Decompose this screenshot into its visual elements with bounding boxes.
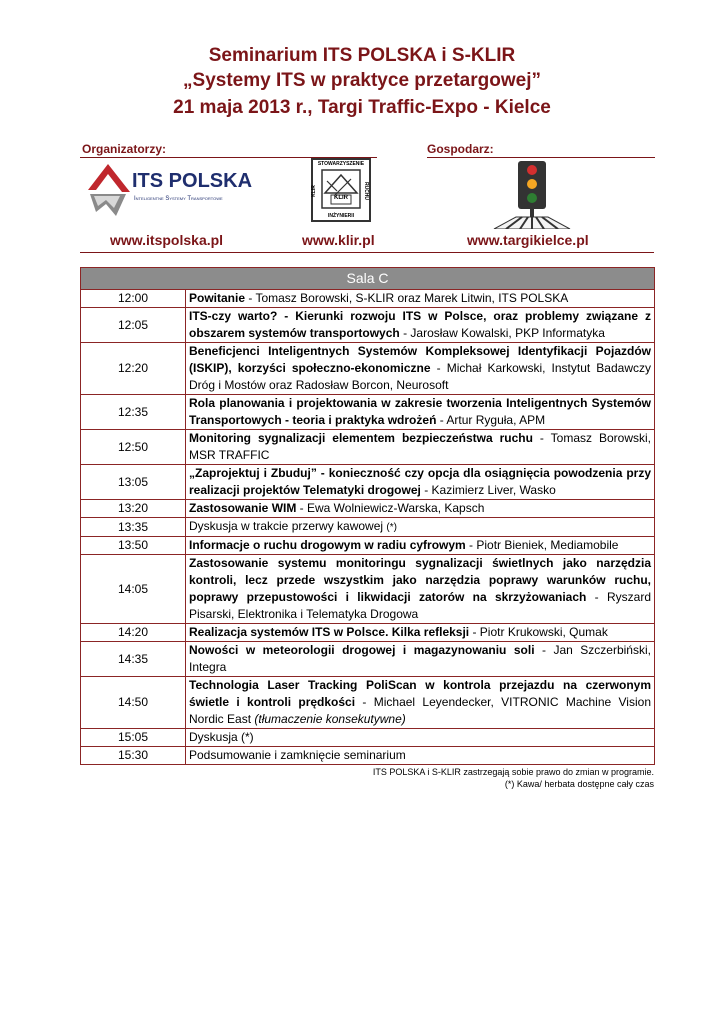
- agenda-description: [186, 537, 655, 555]
- agenda-row: [81, 518, 655, 537]
- agenda-row: [81, 642, 655, 677]
- agenda-time: 12:05: [81, 308, 186, 343]
- session-note: (*): [386, 522, 397, 533]
- session-title: Zastosowanie systemu monitoringu sygnalizacji świetlnych jako narzędzia kontroli, lecz przede wszystkim jako narzędzia poprawy warunków ruchu, poprawy przepustowości i likwidacji zatorów na skrzyżowaniach: [189, 556, 651, 604]
- agenda-time: 12:00: [81, 290, 186, 308]
- agenda-description: [186, 729, 655, 747]
- agenda-row: [81, 624, 655, 642]
- agenda-description: [186, 624, 655, 642]
- title-line-3: 21 maja 2013 r., Targi Traffic-Expo - Kielce: [173, 97, 551, 118]
- klir-logo-right: RUCHU: [362, 181, 369, 201]
- session-speakers: - Artur Ryguła, APM: [436, 413, 546, 427]
- klir-logo-center: KLIR: [334, 195, 348, 201]
- session-title: Powitanie: [189, 291, 246, 305]
- its-polska-logo: [86, 162, 253, 218]
- agenda-description: [186, 677, 655, 729]
- agenda-time: 12:20: [81, 343, 186, 395]
- agenda-description: [186, 518, 655, 537]
- klir-logo-left: KLIR: [310, 185, 317, 197]
- session-speakers: - Michael Leyendecker, VITRONIC Machine Vision Nordic East: [189, 695, 651, 726]
- agenda-time: 15:30: [81, 747, 186, 765]
- agenda-row: [81, 395, 655, 430]
- session-title: Rola planowania i projektowania w zakresie tworzenia Inteligentnych Systemów Transportowych - teoria i praktyka wdrożeń: [189, 396, 651, 427]
- agenda-header-row: [81, 268, 655, 290]
- agenda-description: [186, 343, 655, 395]
- its-logo-name: ITS POLSKA: [132, 170, 253, 192]
- agenda-body: [81, 268, 655, 765]
- targi-kielce-logo: [492, 159, 572, 229]
- its-logo-tagline: Inteligentne Systemy Transportowe: [134, 196, 223, 202]
- session-title: Realizacja systemów ITS w Polsce. Kilka refleksji: [189, 625, 470, 639]
- agenda-row: [81, 500, 655, 518]
- organizers-label: Organizatorzy:: [82, 142, 167, 156]
- session-title: Technologia Laser Tracking PoliScan w kontrola przejazdu na czerwonym świetle i kontroli prędkości: [189, 678, 651, 709]
- session-title: „Zaprojektuj i Zbuduj” - konieczność czy opcja dla osiągnięcia powodzenia przy realizacji projektów Telematyki drogowej: [189, 466, 651, 497]
- footnote-coffee: (*) Kawa/ herbata dostępne cały czas: [504, 779, 654, 789]
- agenda-row: [81, 465, 655, 500]
- links-divider: [80, 252, 654, 253]
- session-speakers: - Jarosław Kowalski, PKP Informatyka: [399, 326, 605, 340]
- agenda-time: 14:20: [81, 624, 186, 642]
- agenda-time: 12:50: [81, 430, 186, 465]
- agenda-time: 13:20: [81, 500, 186, 518]
- agenda-row: [81, 308, 655, 343]
- agenda-time: 12:35: [81, 395, 186, 430]
- session-speakers: - Piotr Krukowski, Qumak: [469, 625, 608, 639]
- session-title: Monitoring sygnalizacji elementem bezpieczeństwa ruchu: [189, 431, 533, 445]
- klir-logo-bottom: INŻYNIERII: [327, 213, 355, 219]
- agenda-time: 13:05: [81, 465, 186, 500]
- agenda-description: [186, 308, 655, 343]
- title-line-2: „Systemy ITS w praktyce przetargowej”: [183, 70, 541, 91]
- agenda-time: 14:35: [81, 642, 186, 677]
- agenda-row: [81, 343, 655, 395]
- host-label: Gospodarz:: [427, 142, 494, 156]
- traffic-light-icon: [492, 159, 572, 229]
- agenda-row: [81, 677, 655, 729]
- link-klir[interactable]: www.klir.pl: [302, 232, 375, 248]
- session-speakers: - Ewa Wolniewicz-Warska, Kapsch: [296, 501, 485, 515]
- agenda-description: [186, 500, 655, 518]
- session-title: Nowości w meteorologii drogowej i magazynowaniu soli: [189, 643, 535, 657]
- agenda-time: 14:50: [81, 677, 186, 729]
- agenda-row: [81, 555, 655, 624]
- session-speakers: - Kazimierz Liver, Wasko: [420, 483, 556, 497]
- agenda-description: [186, 430, 655, 465]
- session-speakers: - Jan Szczerbiński, Integra: [189, 643, 651, 674]
- session-translation-note: (tłumaczenie konsekutywne): [254, 712, 406, 726]
- session-speakers: Dyskusja w trakcie przerwy kawowej: [189, 519, 387, 533]
- session-speakers: - Tomasz Borowski, MSR TRAFFIC: [189, 431, 651, 462]
- session-title: ITS-czy warto? - Kierunki rozwoju ITS w Polsce, oraz problemy związane z obszarem systemów transportowych: [189, 309, 651, 340]
- session-speakers: Podsumowanie i zamknięcie seminarium: [189, 748, 406, 762]
- agenda-row: [81, 290, 655, 308]
- host-divider: [427, 157, 655, 158]
- footnote-changes: ITS POLSKA i S-KLIR zastrzegają sobie prawo do zmian w programie.: [372, 767, 654, 777]
- agenda-description: [186, 642, 655, 677]
- agenda-description: [186, 555, 655, 624]
- agenda-description: [186, 465, 655, 500]
- agenda-row: [81, 537, 655, 555]
- agenda-time: 13:50: [81, 537, 186, 555]
- room-header: Sala C: [81, 268, 655, 290]
- session-speakers: Dyskusja (*): [189, 730, 254, 744]
- agenda-description: [186, 747, 655, 765]
- session-speakers: - Piotr Bieniek, Mediamobile: [465, 538, 619, 552]
- klir-emblem-icon: [321, 169, 361, 209]
- link-targikielce[interactable]: www.targikielce.pl: [467, 232, 589, 248]
- klir-logo: [311, 158, 371, 222]
- its-swoosh-icon: [86, 162, 132, 218]
- session-speakers: - Michał Karkowski, Instytut Badawczy Dróg i Mostów oraz Radosław Borcon, Neurosoft: [189, 361, 651, 392]
- agenda-row: [81, 430, 655, 465]
- klir-logo-top: STOWARZYSZENIE: [317, 161, 365, 167]
- session-speakers: - Ryszard Pisarski, Elektronika i Telematyka Drogowa: [189, 590, 651, 621]
- session-title: Informacje o ruchu drogowym w radiu cyfrowym: [189, 538, 466, 552]
- link-itspolska[interactable]: www.itspolska.pl: [110, 232, 224, 248]
- session-title: Zastosowanie WIM: [189, 501, 297, 515]
- agenda-table: [80, 267, 655, 765]
- agenda-row: [81, 747, 655, 765]
- agenda-time: 14:05: [81, 555, 186, 624]
- agenda-row: [81, 729, 655, 747]
- agenda-time: 15:05: [81, 729, 186, 747]
- agenda-description: [186, 290, 655, 308]
- session-title: Beneficjenci Inteligentnych Systemów Kompleksowej Identyfikacji Pojazdów (ISKIP), korzyści społeczno-ekonomiczne: [189, 344, 651, 375]
- agenda-description: [186, 395, 655, 430]
- session-speakers: - Tomasz Borowski, S-KLIR oraz Marek Litwin, ITS POLSKA: [245, 291, 569, 305]
- title-line-1: Seminarium ITS POLSKA i S-KLIR: [208, 45, 516, 66]
- agenda-time: 13:35: [81, 518, 186, 537]
